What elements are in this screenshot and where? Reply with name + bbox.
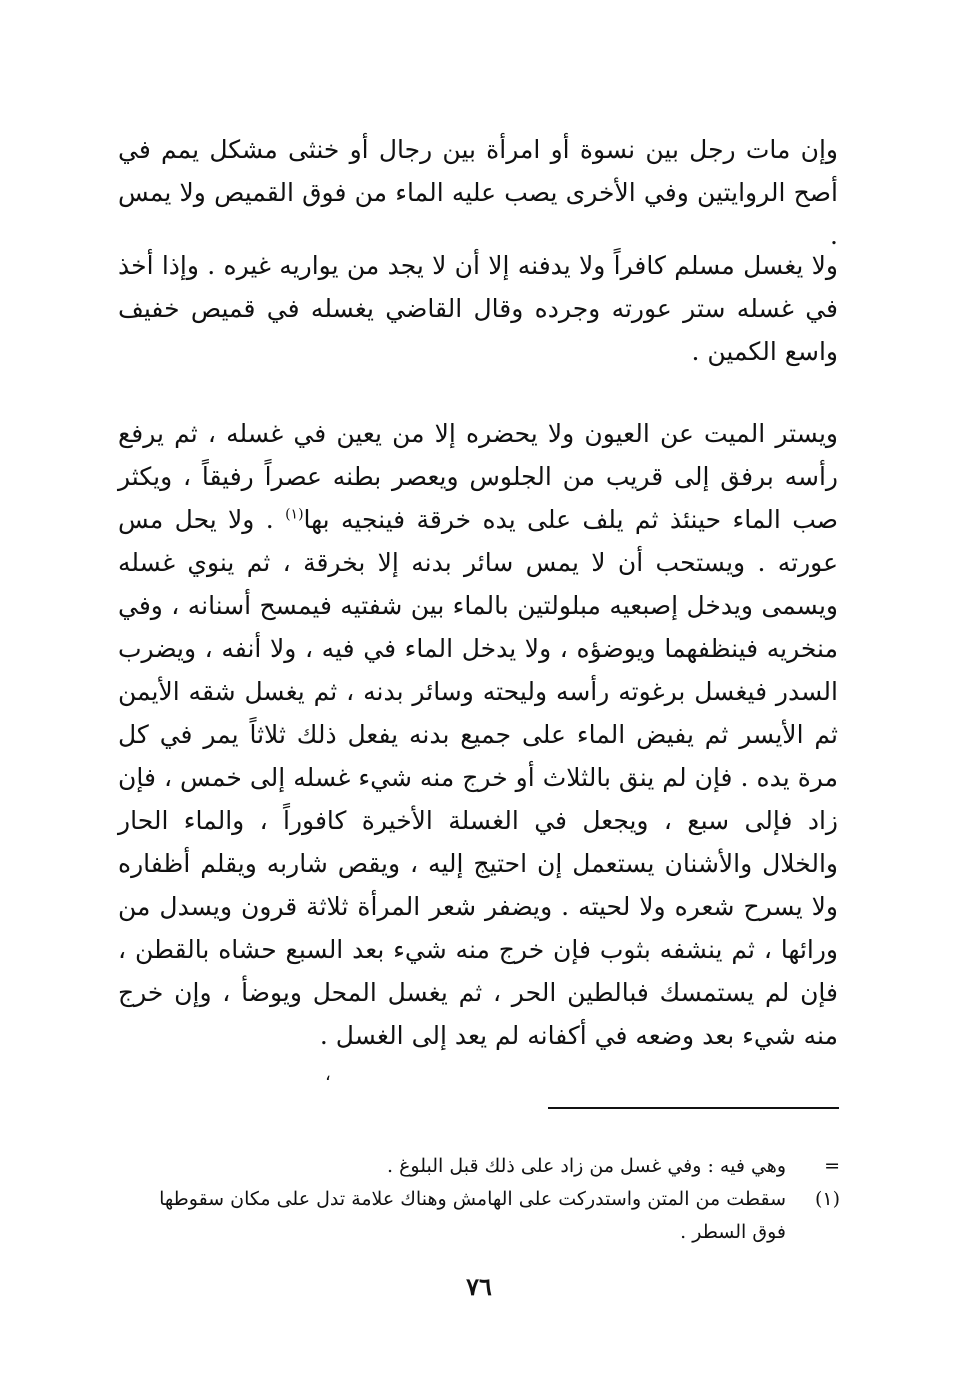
footnote-continuation bbox=[120, 1150, 840, 1183]
paragraph-3-part-1: ويستر الميت عن العيون ولا يحضره إلا من يعين في غسله ، ثم يرفع رأسه برفق إلى قريب من الجلوس ويعصر بطنه عصراً رفيقاً ، ويكثر صب الماء حينئذ ثم يلف على يده خرقة فينجيه بها bbox=[118, 419, 838, 534]
footnote-reference: (١) bbox=[285, 506, 304, 523]
paragraph-1: وإن مات رجل بين نسوة أو امرأة بين رجال أو خنثى مشكل يمم في أصح الروايتين وفي الأخرى يصب عليه الماء من فوق القميص ولا يمس . bbox=[118, 135, 838, 250]
paragraph-2: ولا يغسل مسلم كافراً ولا يدفنه إلا أن لا يجد من يواريه غيره . وإذا أخذ في غسله ستر عورته وجرده وقال القاضي يغسله في قميص خفيف واسع الكمين . bbox=[118, 251, 838, 366]
footnote-marker: = bbox=[824, 1155, 840, 1177]
paragraph-3-part-2: . ولا يحل مس عورته . ويستحب أن لا يمس سائر بدنه إلا بخرقة ، ثم ينوي غسله ويسمى ويدخل إصبعيه مبلولتين بالماء بين شفتيه فيمسح أسنانه ، وفي منخريه فينظفهما ويوضؤه ، ولا يدخل الماء في فيه ، ولا أنفه ، ويضرب السدر فيغسل برغوته رأسه وليحته وسائر بدنه ، ثم يغسل شقه الأيمن ثم الأيسر ثم يفيض الماء على جميع بدنه يفعل ذلك ثلاثاً يمر في كل مرة يده . فإن لم ينق بالثلاث أو خرج منه شيء غسله إلى خمس ، فإن زاد فإلى سبع ، ويجعل في الغسلة الأخيرة كافوراً ، والماء الحار والخلال والأشنان يستعمل إن احتيج إليه ، ويقص شاربه ويقلم أظفاره ولا يسرح شعره ولا لحيته . ويضفر شعر المرأة ثلاثة قرون ويسدل من ورائها ، ثم ينشفه بثوب فإن خرج منه شيء بعد السبع حشاه بالقطن ، فإن لم يستمسك فبالطين الحر ، ثم يغسل المحل ويوضأ ، وإن خرج منه شيء بعد وضعه في أكفانه لم يعد إلى الغسل . bbox=[118, 505, 838, 1050]
footnote-1 bbox=[120, 1183, 840, 1249]
footnotes bbox=[120, 1150, 840, 1249]
footnote-text: سقطت من المتن واستدركت على الهامش وهناك علامة تدل على مكان سقوطها فوق السطر . bbox=[159, 1188, 786, 1243]
paragraph-3 bbox=[118, 412, 838, 1057]
stray-comma-mark: ، bbox=[325, 1064, 331, 1085]
page-number: ٧٦ bbox=[466, 1272, 492, 1301]
footnote-marker: (١) bbox=[814, 1188, 840, 1210]
footnote-text: وهي فيه : وفي غسل من زاد على ذلك قبل البلوغ . bbox=[386, 1155, 786, 1177]
footnote-separator bbox=[548, 1107, 839, 1109]
